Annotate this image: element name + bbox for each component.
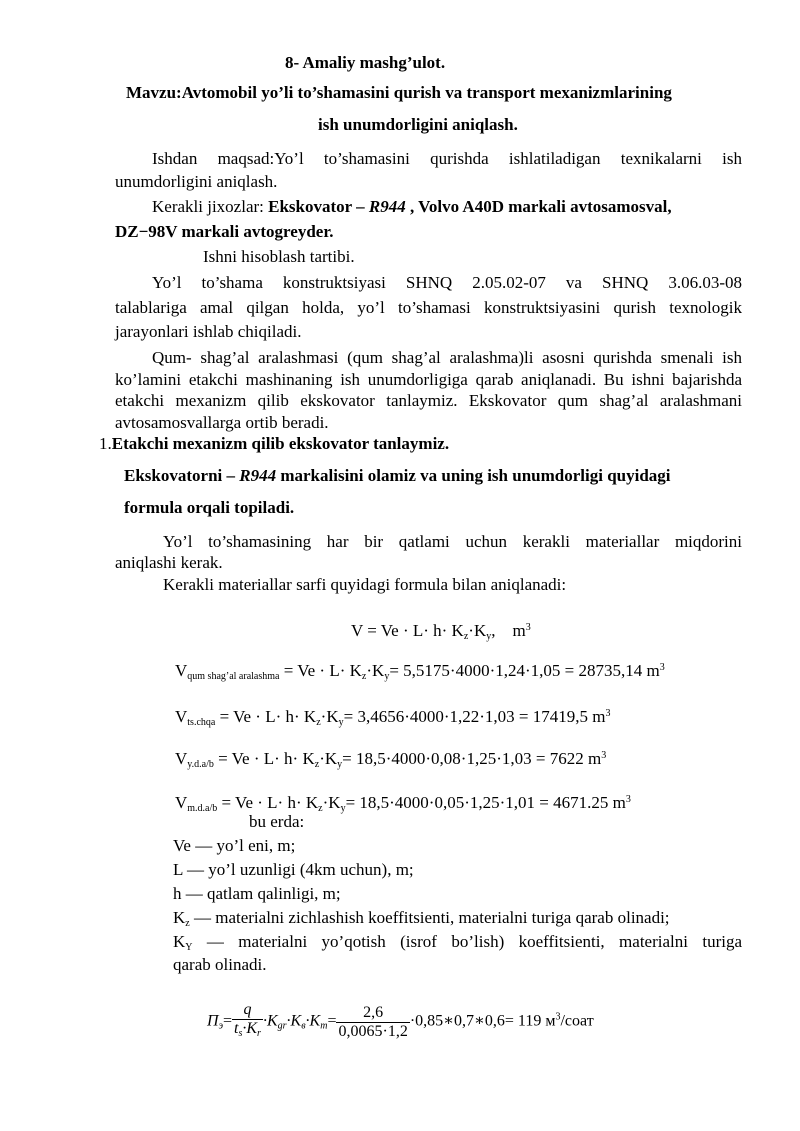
para3-line-1: Yo’l to’shamasining har bir qatlami uchun kerakli materiallar miqdorini: [163, 532, 742, 551]
excavator-line-2: formula orqali topiladi.: [124, 498, 295, 517]
formula-line-2-mid: ·K: [320, 707, 339, 726]
equipment-line-2: DZ−98V markali avtogreyder.: [115, 222, 334, 241]
definition-kz: $K_z$ — materialni zichlashish koeffitsienti, materialni turiga qarab olinadi;: [173, 908, 670, 929]
para1-line-2: talablariga amal qilgan holda, yo’l to’shamasi konstruktsiyasini qurish texnologik: [115, 298, 742, 317]
definition-ky-line-2: qarab olinadi.: [173, 955, 267, 974]
formula-line-1-mid: ·K: [366, 661, 385, 680]
formula-line-3-k2: y: [337, 759, 343, 770]
formula-line-1-exp: 3: [659, 662, 665, 673]
formula-line-3-expr: = Ve · L· h· K: [213, 749, 315, 768]
formula-line-2-expr: = Ve · L· h· K: [215, 707, 317, 726]
topic-line-1: Mavzu:Avtomobil yo’li to’shamasini qurish va transport mexanizmlarining: [126, 83, 672, 102]
excavator-line-1: [124, 466, 671, 486]
para2: Qum- shag’al aralashmasi (qum shag’al aralashma)li asosni qurishda smenali ish ko’lamini etakchi mashinaning ish unumdorligiga qarab aniqlanadi. Bu ishni bajarishda etakchi mexanizm qilib ekskovator tanlaymiz. Ekskovator qum shag’al aralashmani avtosamosvallarga ortib beradi.: [115, 348, 742, 432]
formula-line-4-k1: z: [318, 803, 323, 814]
formula-line-1-k2: y: [384, 671, 390, 682]
formula-line-2-sub: ts.chqa: [187, 717, 216, 728]
excavator-prefix: Ekskovatorni –: [124, 466, 240, 485]
para1-line-1: Yo’l to’shama konstruktsiyasi SHNQ 2.05.02-07 va SHNQ 3.06.03-08: [152, 273, 742, 292]
formula-line-2-k1: z: [316, 717, 321, 728]
formula-line-4-k2: y: [340, 803, 346, 814]
page-title: 8- Amaliy mashg’ulot.: [285, 53, 446, 72]
purpose-line-2: unumdorligini aniqlash.: [115, 172, 278, 191]
excavator-model: R944: [239, 466, 277, 485]
topic-line-2: ish unumdorligini aniqlash.: [318, 115, 518, 134]
formula-line-4-result: = 18,5·4000·0,05·1,25·1,01 = 4671.25 m: [345, 793, 626, 812]
formula-line-4-expr: = Ve · L· h· K: [217, 793, 319, 812]
item-1: [99, 434, 449, 454]
equipment-label: Kerakli jixozlar:: [152, 197, 269, 216]
formula-main-ky: y: [486, 631, 492, 642]
definition-ve: Ve — yo’l eni, m;: [173, 836, 296, 855]
equipment-line-1: [152, 197, 672, 217]
formula-main-sep: ,: [491, 621, 496, 640]
equipment-model: R944: [368, 197, 406, 216]
formula-line-3-exp: 3: [601, 750, 607, 761]
item-1-text: Etakchi mexanizm qilib ekskovator tanlaymiz.: [111, 434, 450, 453]
formula-line-3-mid: ·K: [319, 749, 338, 768]
equipment-excavator: Ekskovator –: [268, 197, 369, 216]
para3-line-2: aniqlashi kerak.: [115, 553, 223, 572]
item-1-number: 1.: [99, 434, 112, 453]
formula-line-3-k1: z: [314, 759, 320, 770]
formula-line-3-sub: y.d.a/b: [187, 759, 214, 770]
productivity-formula: $П_э=$ $\frac{q}{t_s\cdot K_r}$ $\cdot K_{gr}\cdot K_в\cdot K_m=$ $\frac{2,6}{0,0065\cdot 1,2}$ ·0,85∗0,7∗0,6= 119 $м^3$/соат: [207, 1001, 594, 1043]
where-label: bu erda:: [249, 812, 305, 831]
formula-line-1-k1: z: [361, 671, 367, 682]
purpose-line-1: Ishdan maqsad:Yo’l to’shamasini qurishda ishlatiladigan texnikalarni ish: [152, 149, 742, 168]
formula-line-1-expr: = Ve · L· K: [279, 661, 362, 680]
order-heading: Ishni hisoblash tartibi.: [203, 247, 355, 266]
equipment-truck: , Volvo A40D markali avtosamosval,: [405, 197, 672, 216]
formula-line-1-sub: qum shag’al aralashma: [187, 671, 280, 682]
definition-h: h — qatlam qalinligi, m;: [173, 884, 341, 903]
formula-line-4-exp: 3: [625, 794, 631, 805]
formula-main-mid: ·K: [468, 621, 487, 640]
formula-main: [351, 618, 531, 647]
formula-main-unit: m: [512, 621, 526, 640]
formula-line-4-mid: ·K: [322, 793, 341, 812]
formula-main-exp: 3: [525, 622, 531, 633]
definition-ky-line-1: $K_Y$ — materialni yo’qotish (isrof bo’lish) koeffitsienti, materialni turiga: [173, 932, 742, 953]
excavator-suffix: markalisini olamiz va uning ish unumdorligi quyidagi: [276, 466, 671, 485]
formula-line-2-result: = 3,4656·4000·1,22·1,03 = 17419,5 m: [343, 707, 606, 726]
para1-line-3: jarayonlari ishlab chiqiladi.: [115, 322, 302, 341]
formula-main-kz: z: [463, 631, 469, 642]
formula-line-2-exp: 3: [605, 708, 611, 719]
formula-line-2: $V_{ts.chqa} = Ve \cdot L\cdot h\cdot K_z\cdot K_y= 3,4656\cdot 4000\cdot 1,22\cdot 1,03 = 17419,5$ $m^3$: [175, 707, 611, 728]
definition-l: L — yo’l uzunligi (4km uchun), m;: [173, 860, 414, 879]
formula-main-lhs: V = Ve · L· h· K: [351, 621, 464, 640]
formula-line-3: $V_{y.d.a/b} = Ve \cdot L\cdot h\cdot K_z\cdot K_y= 18,5\cdot 4000\cdot 0,08\cdot 1,25\cdot 1,03 = 7622$ $m^3$: [175, 749, 607, 770]
formula-line-4-sub: m.d.a/b: [187, 803, 218, 814]
fraction-q-over-tk: $\frac{q}{t_s\cdot K_r}$: [234, 1001, 261, 1039]
formula-line-2-k2: y: [338, 717, 344, 728]
formula-line-3-result: = 18,5·4000·0,08·1,25·1,03 = 7622 m: [342, 749, 602, 768]
formula-line-1: $V_{qum shag’al aralashma} = Ve \cdot L\cdot K_z\cdot K_y= 5,5175\cdot 4000\cdot 1,24\cdot 1,05 = 28735,14$ $m^3$: [175, 661, 665, 682]
formula-line-4: $V_{m.d.a/b} = Ve \cdot L\cdot h\cdot K_z\cdot K_y= 18,5\cdot 4000\cdot 0,05\cdot 1,25\cdot 1,01 = 4671.25$ $m^3$: [175, 793, 631, 814]
fraction-values: $\frac{2,6}{0,0065\cdot 1,2}$: [338, 1003, 408, 1040]
para4: Kerakli materiallar sarfi quyidagi formula bilan aniqlanadi:: [163, 575, 567, 594]
formula-line-1-result: = 5,5175·4000·1,24·1,05 = 28735,14 m: [389, 661, 660, 680]
